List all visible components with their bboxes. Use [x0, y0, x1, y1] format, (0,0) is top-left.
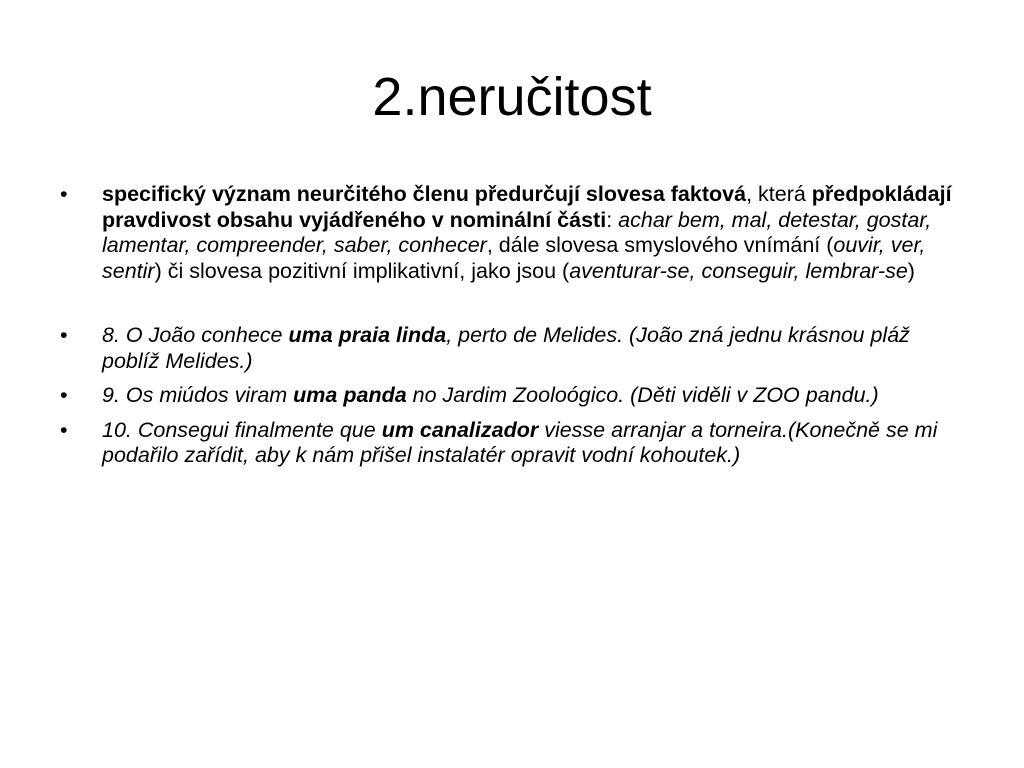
bullet-item-example-8	[60, 323, 970, 374]
bullet-dot-icon: •	[60, 182, 68, 206]
bullet-item-example-9	[60, 383, 970, 409]
bullet-dot-icon: •	[60, 323, 68, 347]
example-9-suffix: no Jardim Zooloógico. (Děti viděli v ZOO pandu.)	[406, 383, 879, 407]
example-10-highlight: um canalizador	[381, 417, 539, 442]
example-10-suffix: viesse arranjar a torneira.(Konečně se mi podařilo zařídit, aby k nám přišel instalatér opravit vodní kohoutek.)	[102, 417, 938, 467]
example-9-prefix: 9. Os miúdos viram	[102, 383, 294, 407]
bullet-dot-icon: •	[60, 383, 68, 407]
definition-verbs-factive: achar bem, mal, detestar, gostar, lamentar, compreender, saber, conhecer	[102, 207, 932, 257]
definition-text-6: , dále slovesa smyslového vnímání (	[486, 233, 834, 257]
definition-text-bold-3: předpokládají pravdivost obsahu vyjádřeného v nominální části	[102, 182, 952, 232]
definition-text-2: , která	[746, 182, 812, 206]
example-8-suffix: , perto de Melides. (João zná jednu krásnou pláž poblíž Melides.)	[102, 323, 910, 373]
definition-verbs-perception: ouvir, ver, sentir	[102, 233, 926, 283]
definition-text-4: :	[606, 207, 619, 232]
slide-title: 2.neručitost	[372, 67, 652, 127]
example-8-prefix: 8. O João conhece	[102, 323, 289, 347]
example-8-highlight: uma praia linda	[288, 323, 447, 347]
bullet-dot-icon: •	[60, 417, 68, 442]
definition-text-8: ) či slovesa pozitivní implikativní, jako jsou (	[154, 258, 570, 283]
example-10-prefix: 10. Consegui finalmente que	[102, 417, 382, 442]
definition-text-bold-1: specifický význam neurčitého členu předurčují slovesa faktová	[102, 182, 747, 206]
bullet-list	[60, 182, 970, 469]
example-9-highlight: uma panda	[293, 383, 407, 407]
definition-text-10: )	[907, 258, 915, 283]
definition-verbs-implicative: aventurar-se, conseguir, lembrar-se	[569, 258, 908, 283]
bullet-item-definition	[60, 182, 970, 284]
bullet-item-example-10	[60, 418, 970, 469]
